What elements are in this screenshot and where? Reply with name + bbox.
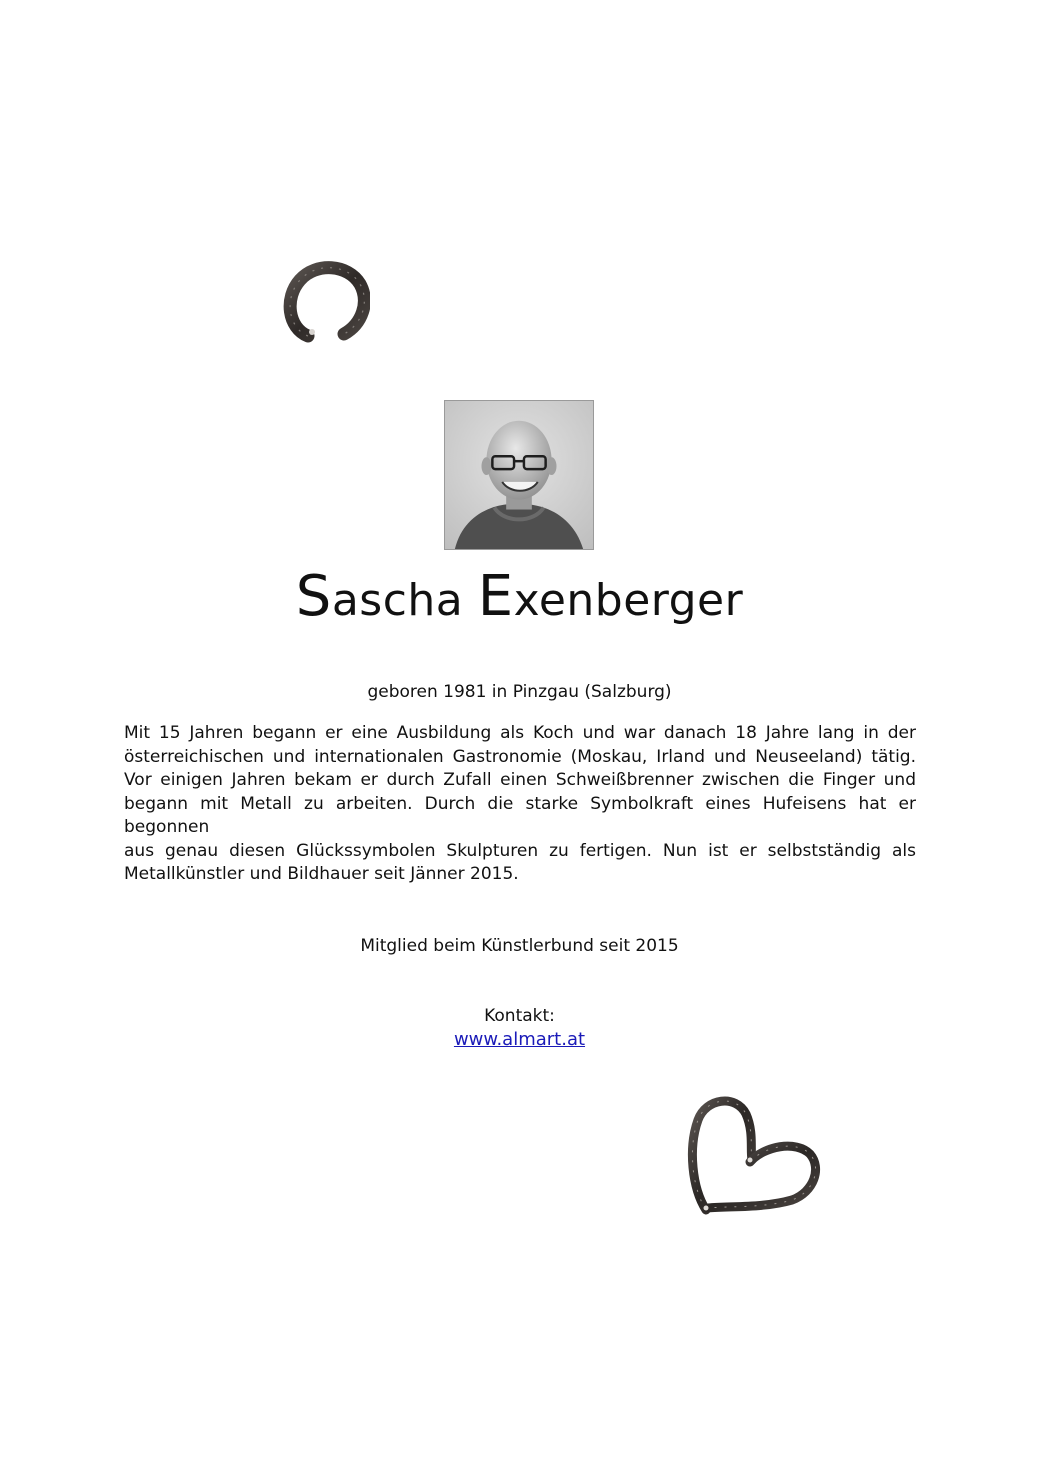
biography: [124, 722, 916, 887]
portrait-photo: [444, 400, 594, 550]
name-last-initial: E: [477, 564, 514, 629]
name-first-rest: ascha: [331, 575, 464, 626]
birth-info: geboren 1981 in Pinzgau (Salzburg): [367, 682, 672, 702]
name-last-rest: xenberger: [513, 575, 744, 626]
website-link[interactable]: www.almart.at: [453, 1029, 586, 1050]
horseshoe-heart-icon: [684, 1088, 822, 1226]
contact-link-wrapper: [0, 1028, 1039, 1052]
contact-label: Kontakt:: [484, 1006, 555, 1026]
bio-line: Vor einigen Jahren bekam er durch Zufall einen Schweißbrenner zwischen die Finger und: [124, 770, 916, 790]
bio-line: aus genau diesen Glückssymbolen Skulpturen zu fertigen. Nun ist er selbstständig als: [124, 840, 916, 861]
bio-line: Metallkünstler und Bildhauer seit Jänner 2015.: [124, 864, 519, 884]
bio-line: Mit 15 Jahren begann er eine Ausbildung als Koch und war danach 18 Jahre lang in der: [124, 723, 916, 743]
bio-line: österreichischen und internationalen Gastronomie (Moskau, Irland und Neuseeland) tätig.: [124, 746, 916, 767]
horseshoe-icon: [278, 258, 370, 346]
membership-info: Mitglied beim Künstlerbund seit 2015: [360, 936, 679, 956]
artist-name: [0, 562, 1039, 636]
name-first-initial: S: [295, 564, 332, 629]
bio-line: begann mit Metall zu arbeiten. Durch die starke Symbolkraft eines Hufeisens hat er begonnen: [124, 793, 916, 837]
